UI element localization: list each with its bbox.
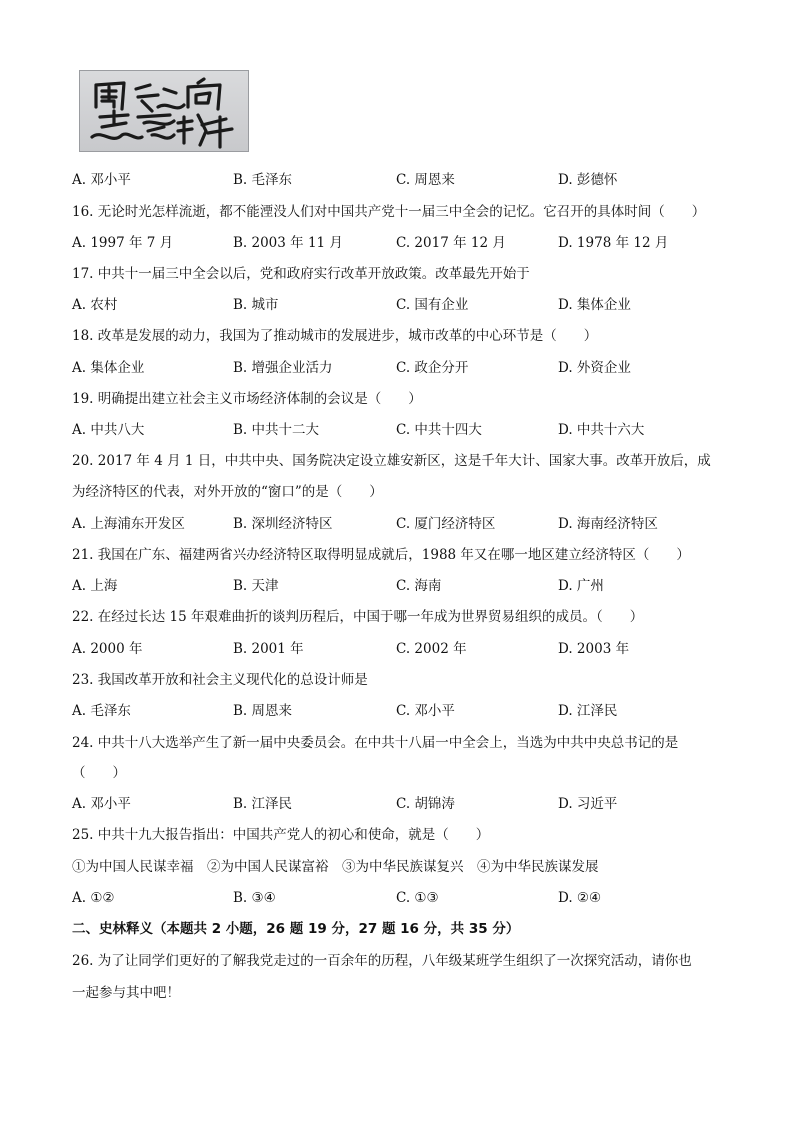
q21-option-d: D. 广州	[558, 578, 604, 594]
q20-option-d: D. 海南经济特区	[558, 516, 658, 532]
q23-stem: 23. 我国改革开放和社会主义现代化的总设计师是	[72, 672, 368, 688]
q25-option-b: B. ③④	[233, 890, 276, 906]
q16-option-d: D. 1978 年 12 月	[558, 235, 669, 251]
q25-option-c: C. ①③	[396, 890, 439, 906]
q21-option-c: C. 海南	[396, 578, 442, 594]
q18-option-d: D. 外资企业	[558, 360, 631, 376]
q18-option-c: C. 政企分开	[396, 360, 469, 376]
q18-stem: 18. 改革是发展的动力，我国为了推动城市的发展进步，城市改革的中心环节是（ ）	[72, 328, 598, 344]
q19-option-b: B. 中共十二大	[233, 422, 320, 438]
q23-option-a: A. 毛泽东	[72, 703, 131, 719]
q17-stem: 17. 中共十一届三中全会以后，党和政府实行改革开放政策。改革最先开始于	[72, 266, 530, 282]
calligraphy-strokes	[80, 71, 248, 151]
q26-stem-line2: 一起参与其中吧！	[72, 985, 180, 1001]
q16-option-c: C. 2017 年 12 月	[396, 235, 506, 251]
q21-option-a: A. 上海	[72, 578, 118, 594]
q22-option-d: D. 2003 年	[558, 641, 630, 657]
q15-option-a: A. 邓小平	[72, 172, 131, 188]
q19-option-c: C. 中共十四大	[396, 422, 482, 438]
calligraphy-image	[79, 70, 249, 152]
q26-stem-line1: 26. 为了让同学们更好的了解我党走过的一百余年的历程，八年级某班学生组织了一次探究活动，请你也	[72, 953, 692, 969]
q23-option-c: C. 邓小平	[396, 703, 455, 719]
q24-option-c: C. 胡锦涛	[396, 796, 455, 812]
q22-option-c: C. 2002 年	[396, 641, 467, 657]
q25-option-a: A. ①②	[72, 890, 115, 906]
q16-stem: 16. 无论时光怎样流逝，都不能湮没人们对中国共产党十一届三中全会的记忆。它召开的具体时间（ ）	[72, 204, 706, 220]
q16-option-b: B. 2003 年 11 月	[233, 235, 343, 251]
q22-option-b: B. 2001 年	[233, 641, 304, 657]
q24-option-d: D. 习近平	[558, 796, 618, 812]
q23-option-d: D. 江泽民	[558, 703, 618, 719]
q25-items: ①为中国人民谋幸福 ②为中国人民谋富裕 ③为中华民族谋复兴 ④为中华民族谋发展	[72, 859, 599, 875]
q24-option-b: B. 江泽民	[233, 796, 293, 812]
q17-option-b: B. 城市	[233, 297, 279, 313]
q19-option-d: D. 中共十六大	[558, 422, 645, 438]
q15-option-d: D. 彭德怀	[558, 172, 618, 188]
section-heading: 二、史林释义（本题共 2 小题，26 题 19 分，27 题 16 分，共 35 分）	[72, 921, 520, 937]
q17-option-c: C. 国有企业	[396, 297, 469, 313]
q20-option-a: A. 上海浦东开发区	[72, 516, 185, 532]
q16-option-a: A. 1997 年 7 月	[72, 235, 174, 251]
q15-option-b: B. 毛泽东	[233, 172, 293, 188]
q17-option-a: A. 农村	[72, 297, 118, 313]
q24-option-a: A. 邓小平	[72, 796, 131, 812]
q18-option-b: B. 增强企业活力	[233, 360, 333, 376]
q19-option-a: A. 中共八大	[72, 422, 145, 438]
q18-option-a: A. 集体企业	[72, 360, 145, 376]
q24-stem-line1: 24. 中共十八大选举产生了新一届中央委员会。在中共十八届一中全会上，当选为中共中央总书记的是	[72, 735, 679, 751]
q25-option-d: D. ②④	[558, 890, 602, 906]
q20-option-b: B. 深圳经济特区	[233, 516, 333, 532]
q24-stem-line2: （ ）	[72, 765, 126, 781]
q22-option-a: A. 2000 年	[72, 641, 143, 657]
q25-stem: 25. 中共十九大报告指出：中国共产党人的初心和使命，就是（ ）	[72, 827, 490, 843]
q17-option-d: D. 集体企业	[558, 297, 631, 313]
q21-stem: 21. 我国在广东、福建两省兴办经济特区取得明显成就后，1988 年又在哪一地区建立经济特区（ ）	[72, 547, 690, 563]
q21-option-b: B. 天津	[233, 578, 279, 594]
q19-stem: 19. 明确提出建立社会主义市场经济体制的会议是（ ）	[72, 391, 422, 407]
q20-option-c: C. 厦门经济特区	[396, 516, 496, 532]
q22-stem: 22. 在经过长达 15 年艰难曲折的谈判历程后，中国于哪一年成为世界贸易组织的成员。（ ）	[72, 609, 644, 625]
q20-stem-line2: 为经济特区的代表，对外开放的“窗口”的是（ ）	[72, 484, 383, 500]
q15-option-c: C. 周恩来	[396, 172, 455, 188]
q20-stem-line1: 20. 2017 年 4 月 1 日，中共中央、国务院决定设立雄安新区，这是千年大计、国家大事。改革开放后，成	[72, 453, 711, 469]
q23-option-b: B. 周恩来	[233, 703, 293, 719]
